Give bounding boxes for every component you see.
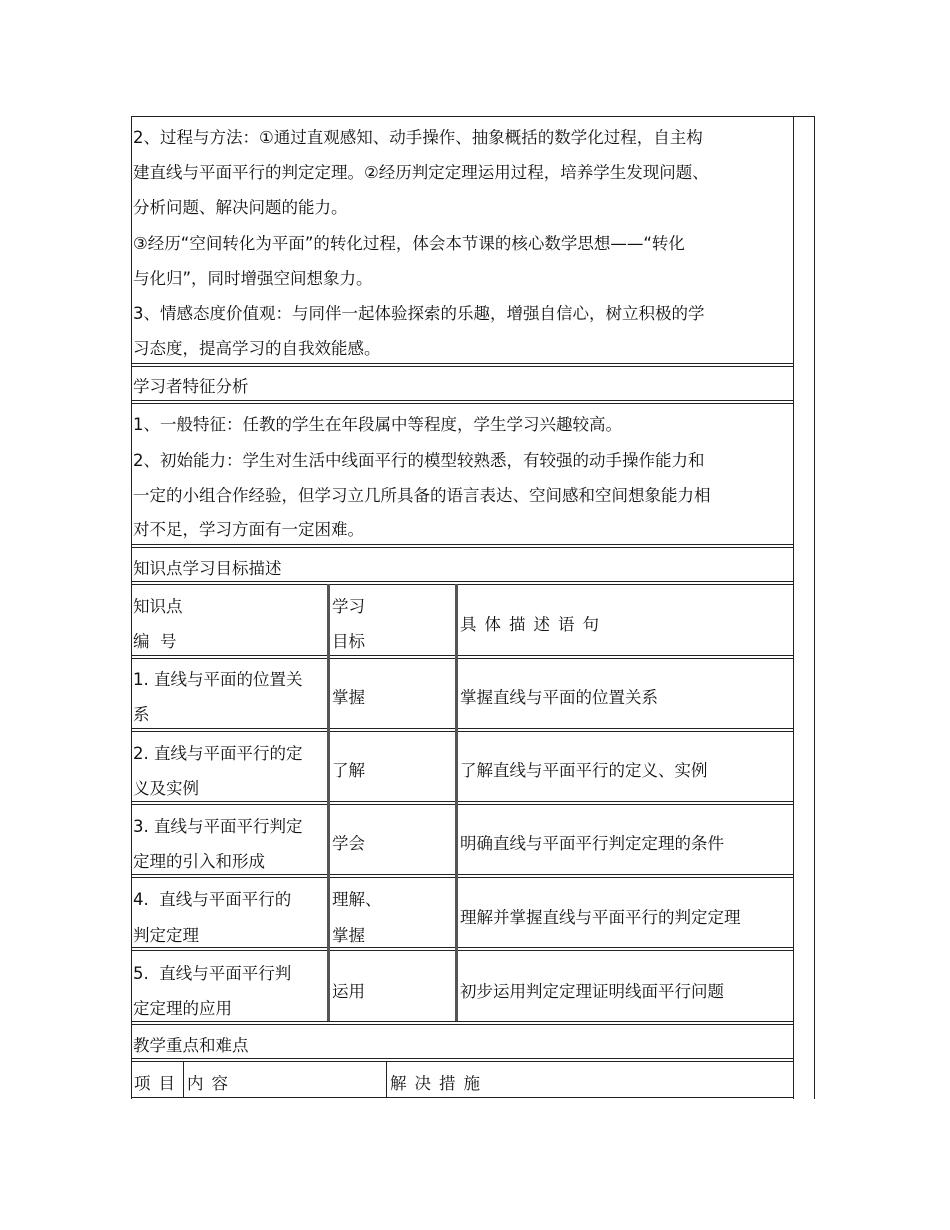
row-desc-3: 明确直线与平面平行判定定理的条件 — [460, 834, 724, 853]
row-goal-4a: 理解、 — [332, 890, 382, 909]
process-line-2: 建直线与平面平行的判定定理。②经历判定定理运用过程，培养学生发现问题、 — [133, 163, 709, 182]
learner-heading: 学习者特征分析 — [133, 377, 249, 396]
col-desc-label: 具体描述语句 — [460, 615, 607, 634]
row-point-1b: 系 — [133, 705, 150, 724]
row-desc-1: 掌握直线与平面的位置关系 — [460, 688, 658, 707]
row-point-3b: 定理的引入和形成 — [133, 852, 265, 871]
process-line-3: 分析问题、解决问题的能力。 — [133, 198, 348, 217]
learner-ability-3: 对不足，学习方面有一定困难。 — [133, 520, 364, 539]
row-point-2a: 2. 直线与平面平行的定 — [133, 744, 303, 763]
row-goal-4b: 掌握 — [332, 926, 365, 945]
row-point-2b: 义及实例 — [133, 779, 199, 798]
process-line-4: ③经历“空间转化为平面”的转化过程，体会本节课的核心数学思想——“转化 — [133, 234, 685, 253]
row-goal-3: 学会 — [332, 834, 365, 853]
col-point-label-1: 知识点 — [133, 597, 183, 616]
col-goal-label-2: 目标 — [332, 632, 365, 651]
row-desc-2: 了解直线与平面平行的定义、实例 — [460, 761, 708, 780]
row-point-4b: 判定定理 — [133, 926, 199, 945]
row-goal-2: 了解 — [332, 761, 365, 780]
row-point-1a: 1. 直线与平面的位置关 — [133, 670, 303, 689]
emotion-line-2: 习态度，提高学习的自我效能感。 — [133, 339, 381, 358]
row-desc-4: 理解并掌握直线与平面平行的判定定理 — [460, 908, 741, 927]
col-content-label: 内容 — [187, 1074, 236, 1093]
objectives-heading: 知识点学习目标描述 — [133, 559, 282, 578]
col-item-label: 项目 — [134, 1074, 183, 1093]
emotion-line-1: 3、情感态度价值观：与同伴一起体验探索的乐趣，增强自信心，树立积极的学 — [133, 304, 705, 323]
row-point-5b: 定定理的应用 — [133, 999, 232, 1018]
row-goal-1: 掌握 — [332, 688, 365, 707]
col-point-label-2: 编 号 — [133, 632, 177, 651]
process-line-5: 与化归”，同时增强空间想象力。 — [133, 269, 373, 288]
learner-general: 1、一般特征：任教的学生在年段属中等程度，学生学习兴趣较高。 — [133, 415, 622, 434]
row-point-4a: 4. 直线与平面平行的 — [133, 890, 292, 909]
learner-ability-1: 2、初始能力：学生对生活中线面平行的模型较熟悉，有较强的动手操作能力和 — [133, 451, 705, 470]
row-point-3a: 3. 直线与平面平行判定 — [133, 817, 303, 836]
row-goal-5: 运用 — [332, 982, 365, 1001]
col-goal-label-1: 学习 — [332, 597, 365, 616]
keypoints-heading: 教学重点和难点 — [133, 1036, 249, 1055]
col-solution-label: 解决措施 — [390, 1074, 488, 1093]
row-point-5a: 5. 直线与平面平行判 — [133, 964, 292, 983]
learner-ability-2: 一定的小组合作经验，但学习立几所具备的语言表达、空间感和空间想象能力相 — [133, 486, 711, 505]
row-desc-5: 初步运用判定定理证明线面平行问题 — [460, 982, 724, 1001]
process-line-1: 2、过程与方法：①通过直观感知、动手操作、抽象概括的数学化过程，自主构 — [133, 128, 703, 147]
